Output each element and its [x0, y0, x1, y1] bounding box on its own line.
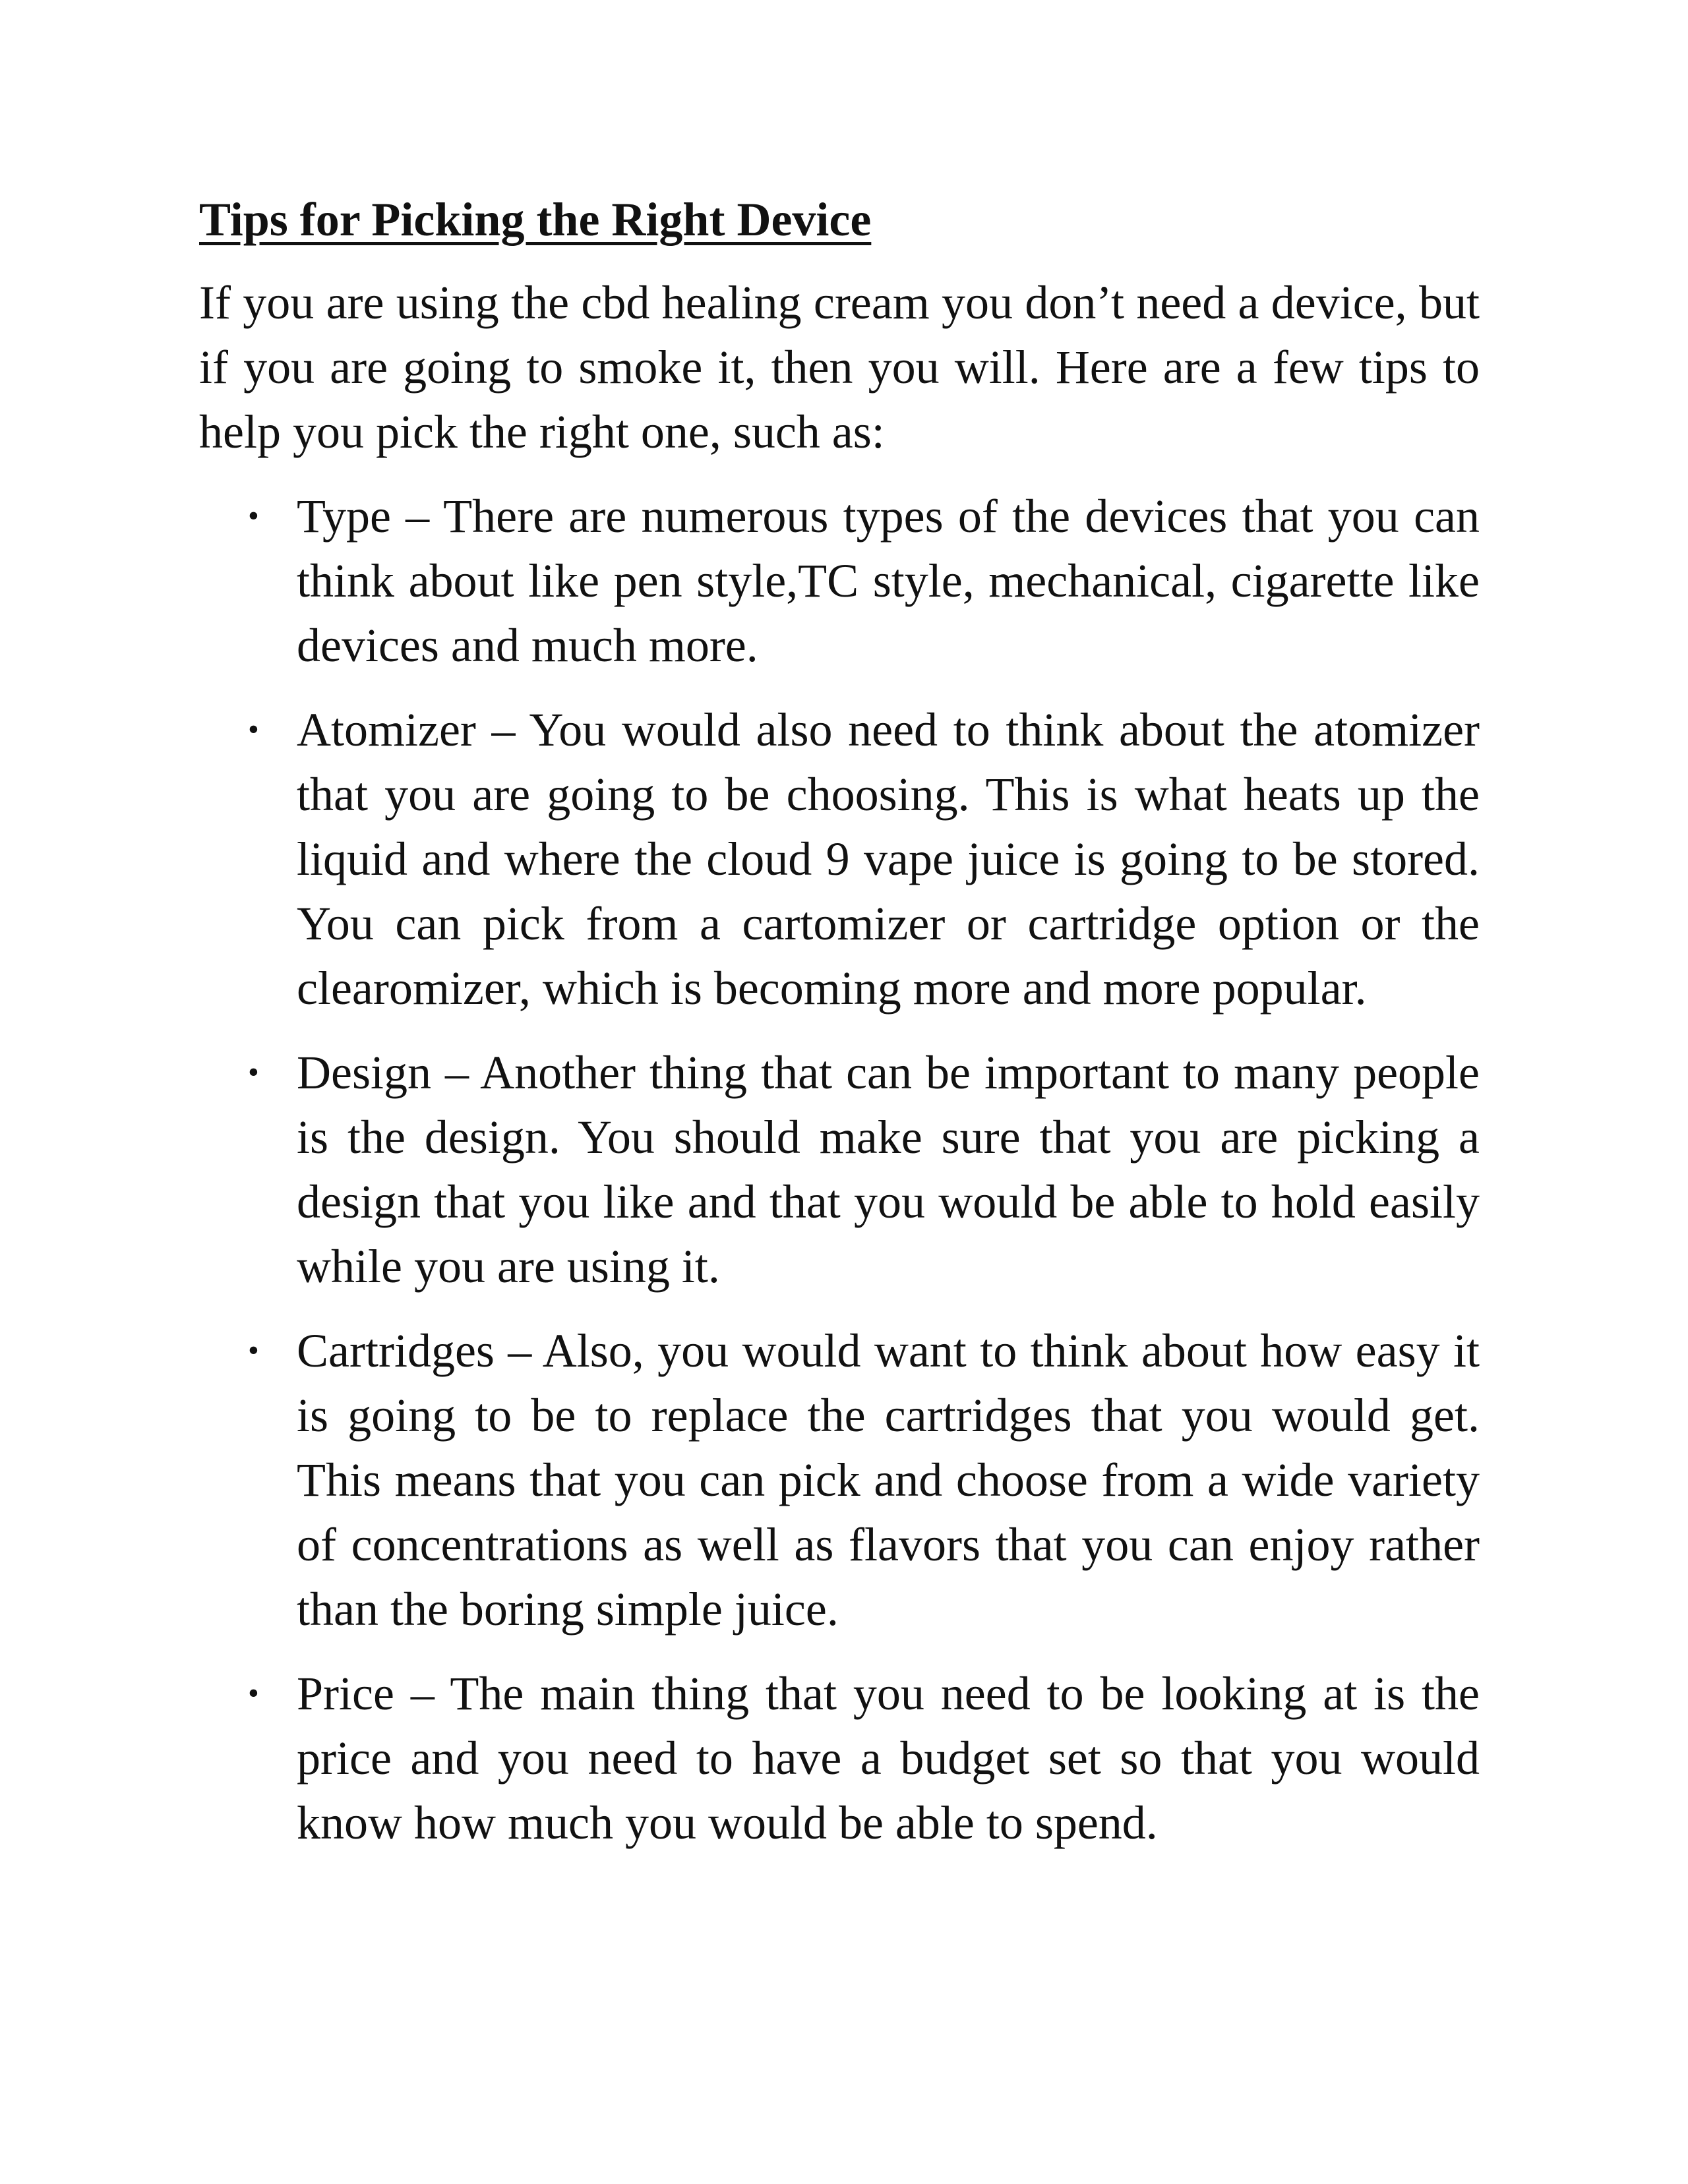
- intro-paragraph: If you are using the cbd healing cream you don’t need a device, but if you are going to smoke it, then you will. Here are a few tips to help you pick the right one, such as:: [199, 276, 1480, 459]
- list-item-text: Cartridges – Also, you would want to think about how easy it is going to be to replace the cartridges that you would get. This means that you can pick and choose from a wide variety of concentrations as well as flavors that you can enjoy rather than the boring simple juice.: [297, 1324, 1480, 1636]
- bullet-icon: •: [248, 1333, 259, 1369]
- bullet-icon: •: [248, 712, 259, 748]
- tips-list: [199, 484, 1480, 1855]
- list-item: [199, 1318, 1480, 1641]
- list-item: [199, 1661, 1480, 1855]
- list-item: [199, 697, 1480, 1020]
- list-item-text: Type – There are numerous types of the devices that you can think about like pen style,TC style, mechanical, cigarette like devices and much more.: [297, 490, 1480, 672]
- page-title: Tips for Picking the Right Device: [199, 193, 872, 246]
- list-item: [199, 1040, 1480, 1299]
- document-page: [199, 191, 1480, 1875]
- bullet-icon: •: [248, 498, 259, 534]
- bullet-icon: •: [248, 1676, 259, 1711]
- list-item: [199, 484, 1480, 678]
- list-item-text: Price – The main thing that you need to be looking at is the price and you need to have a budget set so that you would know how much you would be able to spend.: [297, 1667, 1480, 1850]
- list-item-text: Atomizer – You would also need to think about the atomizer that you are going to be choosing. This is what heats up the liquid and where the cloud 9 vape juice is going to be stored. You can pick from a cartomizer or cartridge option or the clearomizer, which is becoming more and more popular.: [297, 703, 1480, 1015]
- list-item-text: Design – Another thing that can be important to many people is the design. You should make sure that you are picking a design that you like and that you would be able to hold easily while you are using it.: [297, 1046, 1480, 1293]
- bullet-icon: •: [248, 1055, 259, 1090]
